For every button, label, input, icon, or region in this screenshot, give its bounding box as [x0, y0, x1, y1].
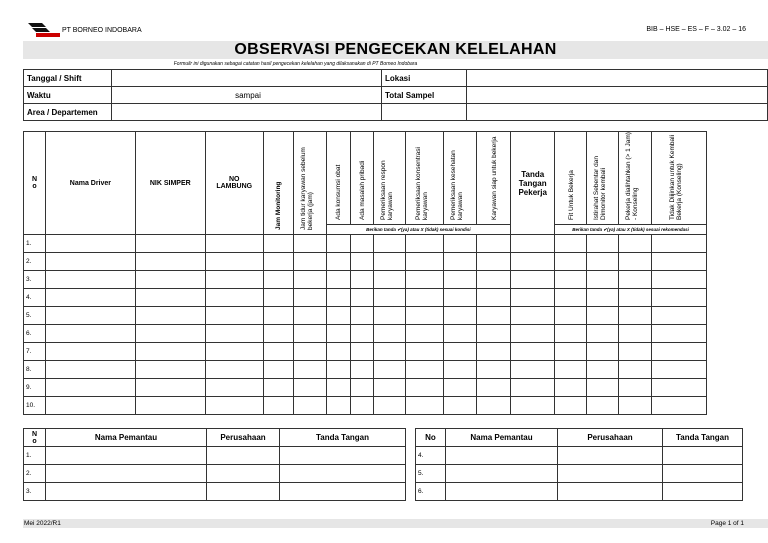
table-cell[interactable]	[444, 253, 477, 271]
table-cell[interactable]	[587, 397, 619, 415]
table-cell[interactable]	[619, 379, 652, 397]
table-cell[interactable]	[135, 235, 205, 253]
table-cell[interactable]	[205, 343, 263, 361]
monitor-gap	[406, 483, 416, 501]
table-cell[interactable]	[135, 325, 205, 343]
table-cell[interactable]	[444, 361, 477, 379]
table-cell[interactable]	[651, 253, 706, 271]
table-cell[interactable]	[511, 361, 555, 379]
table-cell[interactable]	[263, 235, 293, 253]
table-cell[interactable]	[477, 307, 511, 325]
table-cell[interactable]	[350, 325, 374, 343]
area-field[interactable]	[112, 104, 382, 121]
table-cell[interactable]	[555, 271, 587, 289]
table-cell[interactable]	[619, 343, 652, 361]
monitor-cell[interactable]	[663, 447, 743, 465]
table-cell[interactable]	[406, 325, 444, 343]
table-cell[interactable]	[477, 343, 511, 361]
total-sampel-field[interactable]	[467, 87, 768, 104]
table-cell[interactable]	[511, 343, 555, 361]
table-cell[interactable]	[619, 325, 652, 343]
document-subtitle: Formulir ini digunakan sebagai catatan hasil pengecekan kelelahan yang dilaksanakan di PT Borneo Indobara	[173, 61, 418, 67]
col-konsumsi-obat: Ada konsumsi obat	[326, 132, 350, 225]
monitor-gap	[406, 447, 416, 465]
table-cell[interactable]	[587, 289, 619, 307]
revision-label: Mei 2022/R1	[24, 520, 61, 527]
table-cell[interactable]	[555, 397, 587, 415]
table-cell[interactable]	[555, 253, 587, 271]
table-cell[interactable]	[326, 379, 350, 397]
table-cell[interactable]	[293, 289, 326, 307]
table-cell[interactable]	[444, 235, 477, 253]
mon-col-nama: Nama Pemantau	[46, 429, 207, 447]
monitor-row	[24, 465, 743, 483]
table-cell[interactable]	[444, 343, 477, 361]
table-cell[interactable]	[406, 307, 444, 325]
col-kesehatan: Pemeriksaan kesehatan karyawan	[444, 132, 477, 225]
table-cell[interactable]	[293, 271, 326, 289]
table-cell[interactable]	[135, 289, 205, 307]
monitor-cell[interactable]	[446, 465, 558, 483]
table-cell[interactable]	[326, 343, 350, 361]
table-cell[interactable]	[293, 397, 326, 415]
table-cell[interactable]	[477, 325, 511, 343]
monitor-cell[interactable]	[280, 465, 406, 483]
table-cell[interactable]	[263, 343, 293, 361]
waktu-field[interactable]: sampai	[112, 87, 382, 104]
monitor-cell[interactable]	[280, 483, 406, 501]
table-cell[interactable]	[263, 307, 293, 325]
col-siap-bekerja: Karyawan siap untuk bekerja	[477, 132, 511, 225]
document-code: BIB – HSE – ES – F – 3.02 – 16	[646, 26, 746, 33]
table-cell[interactable]	[293, 235, 326, 253]
table-cell[interactable]	[651, 235, 706, 253]
table-cell[interactable]	[205, 379, 263, 397]
row-number: 10.	[24, 397, 46, 415]
row-number: 9.	[24, 379, 46, 397]
table-cell[interactable]	[651, 397, 706, 415]
col-nik-simper: NIK SIMPER	[135, 132, 205, 235]
row-number: 5.	[24, 307, 46, 325]
mon-col-ttd-2: Tanda Tangan	[663, 429, 743, 447]
table-cell[interactable]	[45, 379, 135, 397]
table-row	[24, 271, 707, 289]
table-cell[interactable]	[350, 343, 374, 361]
table-cell[interactable]	[45, 397, 135, 415]
table-cell[interactable]	[555, 289, 587, 307]
table-cell[interactable]	[205, 307, 263, 325]
table-cell[interactable]	[619, 289, 652, 307]
monitor-row-number: 1.	[24, 447, 46, 465]
table-cell[interactable]	[326, 361, 350, 379]
table-cell[interactable]	[444, 397, 477, 415]
monitor-row	[24, 447, 743, 465]
table-cell[interactable]	[205, 235, 263, 253]
table-cell[interactable]	[587, 325, 619, 343]
table-row	[24, 325, 707, 343]
table-cell[interactable]	[326, 253, 350, 271]
page-number: Page 1 of 1	[710, 520, 744, 527]
table-cell[interactable]	[511, 379, 555, 397]
col-tanda-tangan-pekerja: Tanda Tangan Pekerja	[511, 132, 555, 235]
table-cell[interactable]	[45, 343, 135, 361]
table-cell[interactable]	[135, 397, 205, 415]
table-cell[interactable]	[555, 379, 587, 397]
table-row	[24, 289, 707, 307]
table-cell[interactable]	[135, 361, 205, 379]
table-cell[interactable]	[350, 235, 374, 253]
table-cell[interactable]	[135, 343, 205, 361]
table-cell[interactable]	[45, 271, 135, 289]
table-cell[interactable]	[374, 271, 406, 289]
area-empty-2	[467, 104, 768, 121]
table-cell[interactable]	[45, 235, 135, 253]
col-dialihkan: Pekerja dialihtahkan (> 1 Jam) - Konseling	[619, 132, 652, 225]
monitor-cell[interactable]	[558, 483, 663, 501]
col-respon: Pemeriksaan respon karyawan	[374, 132, 406, 225]
table-cell[interactable]	[511, 235, 555, 253]
table-cell[interactable]	[555, 307, 587, 325]
table-cell[interactable]	[477, 271, 511, 289]
table-cell[interactable]	[326, 397, 350, 415]
table-cell[interactable]	[205, 271, 263, 289]
row-number: 6.	[24, 325, 46, 343]
table-cell[interactable]	[45, 253, 135, 271]
table-row	[24, 361, 707, 379]
note-rekomendasi: Berikan tanda ✔(ya) atau X (tidak) sesuai rekomendasi	[555, 225, 707, 235]
table-cell[interactable]	[651, 325, 706, 343]
table-cell[interactable]	[444, 289, 477, 307]
table-cell[interactable]	[326, 325, 350, 343]
table-cell[interactable]	[587, 379, 619, 397]
company-name: PT BORNEO INDOBARA	[62, 27, 142, 34]
col-fit: Fit Untuk Bekerja	[555, 132, 587, 225]
monitor-cell[interactable]	[558, 465, 663, 483]
table-cell[interactable]	[651, 343, 706, 361]
table-cell[interactable]	[350, 361, 374, 379]
table-cell[interactable]	[326, 271, 350, 289]
monitor-cell[interactable]	[207, 447, 280, 465]
mon-col-perusahaan-2: Perusahaan	[558, 429, 663, 447]
table-cell[interactable]	[45, 289, 135, 307]
table-cell[interactable]	[263, 253, 293, 271]
table-cell[interactable]	[263, 289, 293, 307]
table-cell[interactable]	[511, 289, 555, 307]
table-cell[interactable]	[406, 397, 444, 415]
lokasi-label: Lokasi	[382, 70, 467, 87]
table-cell[interactable]	[263, 361, 293, 379]
table-cell[interactable]	[651, 271, 706, 289]
monitor-cell[interactable]	[663, 483, 743, 501]
table-cell[interactable]	[406, 379, 444, 397]
table-cell[interactable]	[374, 307, 406, 325]
tanggal-field[interactable]	[112, 70, 382, 87]
table-cell[interactable]	[293, 253, 326, 271]
table-cell[interactable]	[326, 289, 350, 307]
table-cell[interactable]	[263, 397, 293, 415]
table-row	[24, 397, 707, 415]
table-cell[interactable]	[619, 397, 652, 415]
mon-col-nama-2: Nama Pemantau	[446, 429, 558, 447]
monitor-row-number: 6.	[416, 483, 446, 501]
table-cell[interactable]	[326, 307, 350, 325]
table-cell[interactable]	[619, 253, 652, 271]
table-cell[interactable]	[374, 235, 406, 253]
monitor-cell[interactable]	[46, 483, 207, 501]
table-cell[interactable]	[555, 235, 587, 253]
table-cell[interactable]	[511, 307, 555, 325]
table-cell[interactable]	[263, 379, 293, 397]
table-cell[interactable]	[587, 343, 619, 361]
col-nama-driver: Nama Driver	[45, 132, 135, 235]
table-row	[24, 379, 707, 397]
table-cell[interactable]	[350, 307, 374, 325]
table-cell[interactable]	[619, 307, 652, 325]
table-cell[interactable]	[374, 343, 406, 361]
document-title: OBSERVASI PENGECEKAN KELELAHAN	[23, 41, 768, 59]
table-cell[interactable]	[406, 253, 444, 271]
table-cell[interactable]	[350, 289, 374, 307]
table-cell[interactable]	[374, 325, 406, 343]
table-cell[interactable]	[477, 361, 511, 379]
table-cell[interactable]	[293, 325, 326, 343]
row-number: 3.	[24, 271, 46, 289]
table-cell[interactable]	[135, 271, 205, 289]
table-cell[interactable]	[45, 361, 135, 379]
table-cell[interactable]	[651, 361, 706, 379]
table-cell[interactable]	[444, 271, 477, 289]
table-cell[interactable]	[326, 235, 350, 253]
table-cell[interactable]	[205, 361, 263, 379]
mon-gap	[406, 429, 416, 447]
table-cell[interactable]	[477, 289, 511, 307]
monitor-row-number: 5.	[416, 465, 446, 483]
monitor-cell[interactable]	[280, 447, 406, 465]
monitor-cell[interactable]	[207, 465, 280, 483]
row-number: 7.	[24, 343, 46, 361]
table-cell[interactable]	[293, 343, 326, 361]
table-cell[interactable]	[263, 325, 293, 343]
monitor-cell[interactable]	[446, 483, 558, 501]
table-cell[interactable]	[651, 379, 706, 397]
info-table	[23, 69, 768, 121]
table-row	[24, 235, 707, 253]
monitor-row	[24, 483, 743, 501]
monitor-cell[interactable]	[558, 447, 663, 465]
monitor-gap	[406, 465, 416, 483]
table-cell[interactable]	[511, 253, 555, 271]
table-cell[interactable]	[350, 379, 374, 397]
col-no-lambung: NO LAMBUNG	[205, 132, 263, 235]
observation-table	[23, 131, 707, 415]
table-cell[interactable]	[374, 361, 406, 379]
table-cell[interactable]	[135, 379, 205, 397]
table-cell[interactable]	[205, 253, 263, 271]
table-cell[interactable]	[511, 325, 555, 343]
table-cell[interactable]	[477, 235, 511, 253]
table-cell[interactable]	[619, 361, 652, 379]
monitor-cell[interactable]	[46, 465, 207, 483]
table-cell[interactable]	[555, 325, 587, 343]
footer-bar	[23, 519, 768, 528]
table-cell[interactable]	[619, 235, 652, 253]
table-cell[interactable]	[651, 289, 706, 307]
table-cell[interactable]	[477, 253, 511, 271]
table-cell[interactable]	[374, 253, 406, 271]
table-cell[interactable]	[587, 271, 619, 289]
col-no: N o	[24, 132, 46, 235]
mon-col-ttd: Tanda Tangan	[280, 429, 406, 447]
monitor-cell[interactable]	[446, 447, 558, 465]
table-cell[interactable]	[406, 289, 444, 307]
mon-col-no-2: No	[416, 429, 446, 447]
table-cell[interactable]	[587, 307, 619, 325]
table-cell[interactable]	[135, 307, 205, 325]
table-cell[interactable]	[350, 253, 374, 271]
table-cell[interactable]	[374, 397, 406, 415]
table-cell[interactable]	[263, 271, 293, 289]
monitor-cell[interactable]	[46, 447, 207, 465]
table-cell[interactable]	[477, 397, 511, 415]
col-istirahat: Istirahat Sebentar dan Dimonitor kembali	[587, 132, 619, 225]
table-cell[interactable]	[45, 325, 135, 343]
table-cell[interactable]	[293, 361, 326, 379]
col-masalah-pribadi: Ada masalah pribadi	[350, 132, 374, 225]
table-cell[interactable]	[651, 307, 706, 325]
table-cell[interactable]	[619, 271, 652, 289]
table-cell[interactable]	[406, 271, 444, 289]
table-cell[interactable]	[477, 379, 511, 397]
waktu-label: Waktu	[24, 87, 112, 104]
row-number: 4.	[24, 289, 46, 307]
table-cell[interactable]	[406, 235, 444, 253]
area-empty	[382, 104, 467, 121]
row-number: 1.	[24, 235, 46, 253]
table-cell[interactable]	[511, 271, 555, 289]
monitor-row-number: 2.	[24, 465, 46, 483]
table-cell[interactable]	[511, 397, 555, 415]
table-cell[interactable]	[135, 253, 205, 271]
col-jam-monitoring: Jam Monitoring	[263, 132, 293, 235]
table-cell[interactable]	[444, 379, 477, 397]
table-cell[interactable]	[444, 307, 477, 325]
mon-col-perusahaan: Perusahaan	[207, 429, 280, 447]
table-cell[interactable]	[45, 307, 135, 325]
table-cell[interactable]	[205, 325, 263, 343]
table-cell[interactable]	[374, 379, 406, 397]
total-sampel-label: Total Sampel	[382, 87, 467, 104]
table-cell[interactable]	[587, 253, 619, 271]
table-row	[24, 253, 707, 271]
table-cell[interactable]	[293, 379, 326, 397]
table-row	[24, 307, 707, 325]
table-cell[interactable]	[444, 325, 477, 343]
note-kondisi: Berikan tanda ✔(ya) atau X (tidak) sesuai kondisi	[326, 225, 511, 235]
table-cell[interactable]	[350, 397, 374, 415]
col-tidak-diijinkan: Tidak Diijinkan untuk Kembali Bekerja (Konseling)	[651, 132, 706, 225]
table-cell[interactable]	[555, 361, 587, 379]
table-cell[interactable]	[406, 343, 444, 361]
monitor-row-number: 3.	[24, 483, 46, 501]
table-cell[interactable]	[205, 289, 263, 307]
table-cell[interactable]	[205, 397, 263, 415]
monitor-table	[23, 428, 743, 501]
col-jam-tidur: Jam tidur karyawan sebelum bekerja (jam)	[293, 132, 326, 235]
table-cell[interactable]	[406, 361, 444, 379]
table-cell[interactable]	[350, 271, 374, 289]
col-konsentrasi: Pemeriksaan konsentrasi karyawan	[406, 132, 444, 225]
monitor-cell[interactable]	[663, 465, 743, 483]
monitor-row-number: 4.	[416, 447, 446, 465]
table-cell[interactable]	[587, 361, 619, 379]
mon-col-no: N o	[24, 429, 46, 447]
row-number: 8.	[24, 361, 46, 379]
company-logo-icon	[28, 23, 60, 37]
lokasi-field[interactable]	[467, 70, 768, 87]
table-cell[interactable]	[587, 235, 619, 253]
table-cell[interactable]	[555, 343, 587, 361]
tanggal-label: Tanggal / Shift	[24, 70, 112, 87]
row-number: 2.	[24, 253, 46, 271]
table-row	[24, 343, 707, 361]
area-label: Area / Departemen	[24, 104, 112, 121]
table-cell[interactable]	[374, 289, 406, 307]
monitor-cell[interactable]	[207, 483, 280, 501]
table-cell[interactable]	[293, 307, 326, 325]
